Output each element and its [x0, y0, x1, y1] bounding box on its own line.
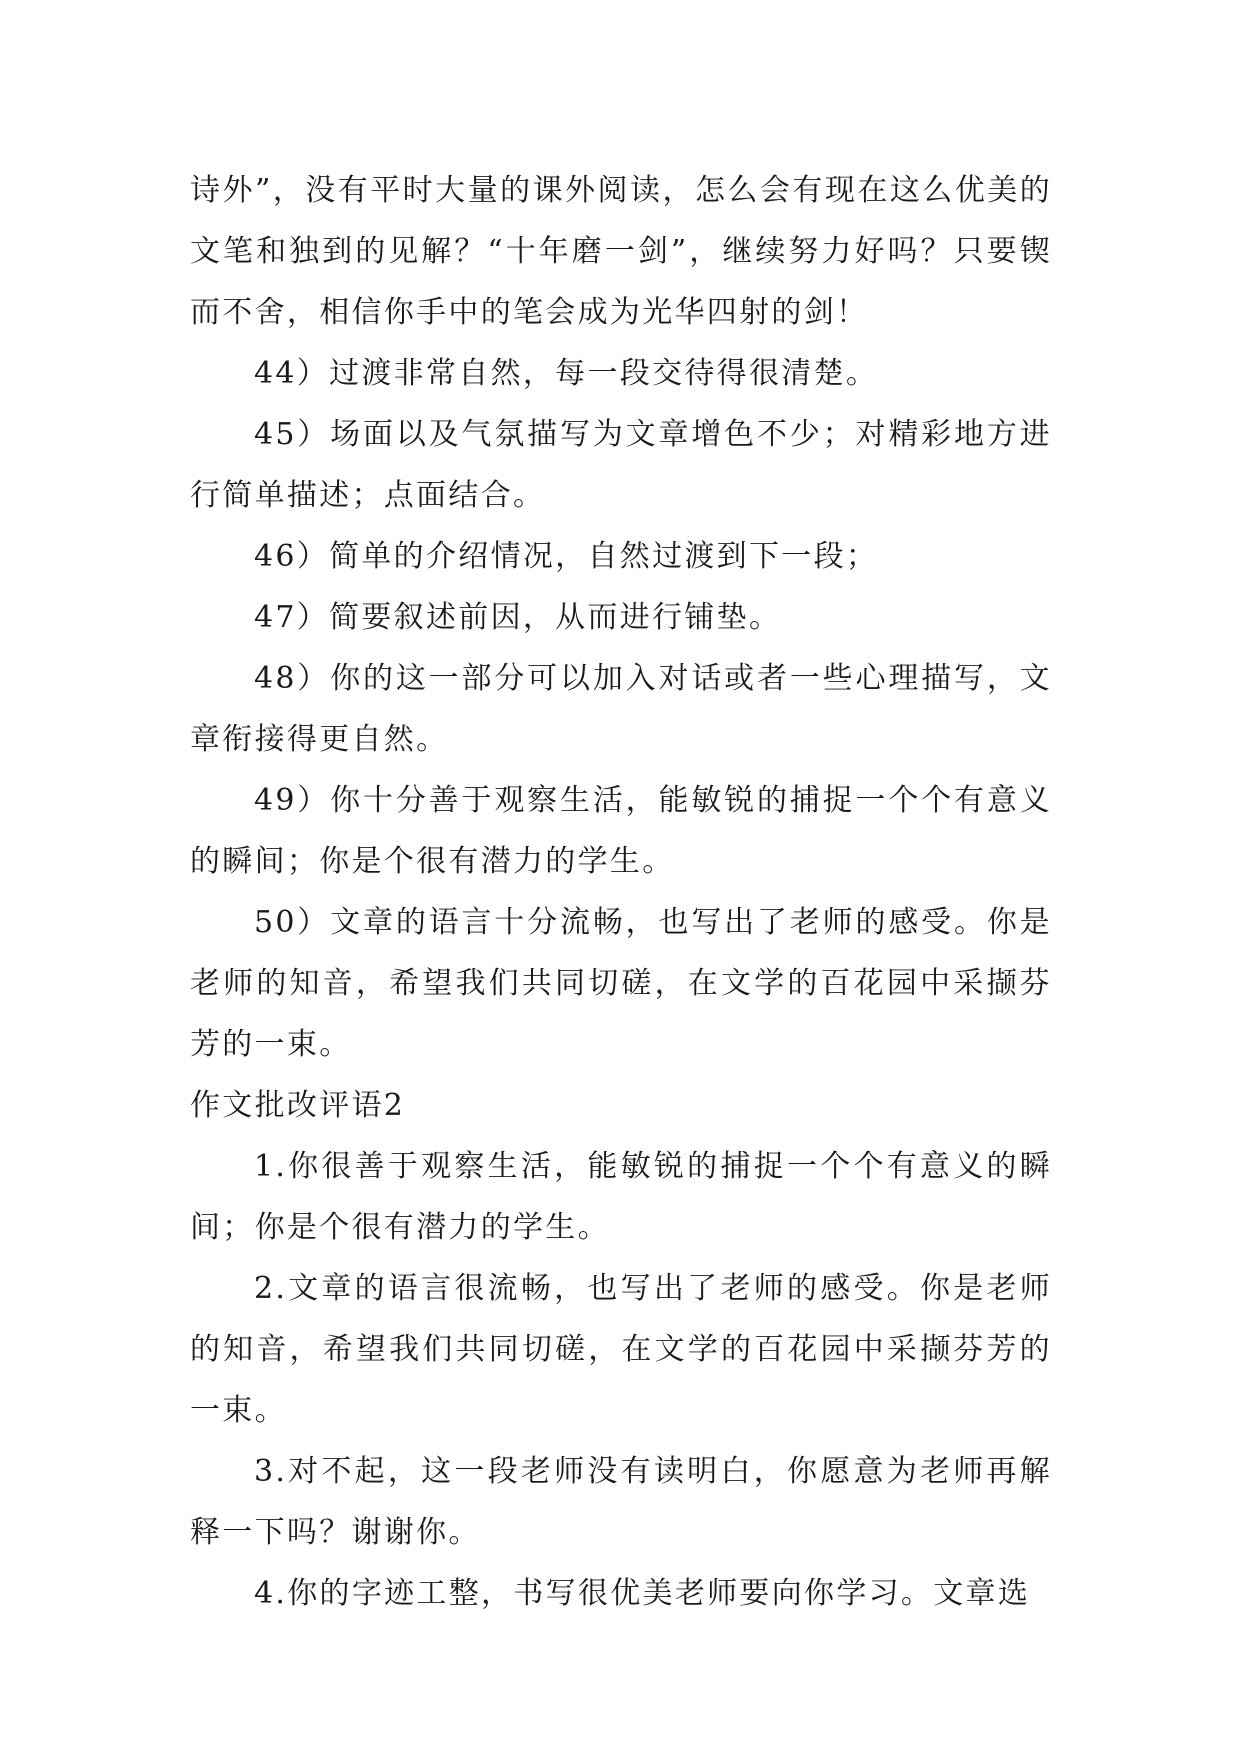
paragraph-comment-47: 47）简要叙述前因，从而进行铺垫。 — [254, 600, 782, 635]
paragraph-comment-50: 50）文章的语言十分流畅，也写出了老师的感受。你是老师的知音，希望我们共同切磋，在文学的百花园中采撷芬芳的一束。 — [190, 905, 1052, 1062]
paragraph-comment-49: 49）你十分善于观察生活，能敏锐的捕捉一个个有意义的瞬间；你是个很有潜力的学生。 — [190, 783, 1052, 879]
paragraph-continuation: 诗外”，没有平时大量的课外阅读，怎么会有现在这么优美的文笔和独到的见解？“十年磨一剑”，继续努力好吗？只要锲而不舍，相信你手中的笔会成为光华四射的剑！ — [190, 173, 1052, 330]
paragraph-comment-1: 1.你很善于观察生活，能敏锐的捕捉一个个有意义的瞬间；你是个很有潜力的学生。 — [190, 1149, 1052, 1245]
section-heading: 作文批改评语2 — [190, 1088, 406, 1123]
paragraph-comment-45: 45）场面以及气氛描写为文章增色不少；对精彩地方进行简单描述；点面结合。 — [190, 417, 1052, 513]
paragraph-comment-2: 2.文章的语言很流畅，也写出了老师的感受。你是老师的知音，希望我们共同切磋，在文学的百花园中采撷芬芳的一束。 — [190, 1271, 1052, 1428]
document-body — [190, 160, 1052, 1624]
paragraph-comment-3: 3.对不起，这一段老师没有读明白，你愿意为老师再解释一下吗？谢谢你。 — [190, 1454, 1052, 1550]
paragraph-comment-4: 4.你的字迹工整，书写很优美老师要向你学习。文章选 — [254, 1576, 1031, 1611]
paragraph-comment-46: 46）简单的介绍情况，自然过渡到下一段； — [254, 539, 879, 574]
paragraph-comment-44: 44）过渡非常自然，每一段交待得很清楚。 — [254, 356, 879, 391]
paragraph-comment-48: 48）你的这一部分可以加入对话或者一些心理描写，文章衔接得更自然。 — [190, 661, 1052, 757]
